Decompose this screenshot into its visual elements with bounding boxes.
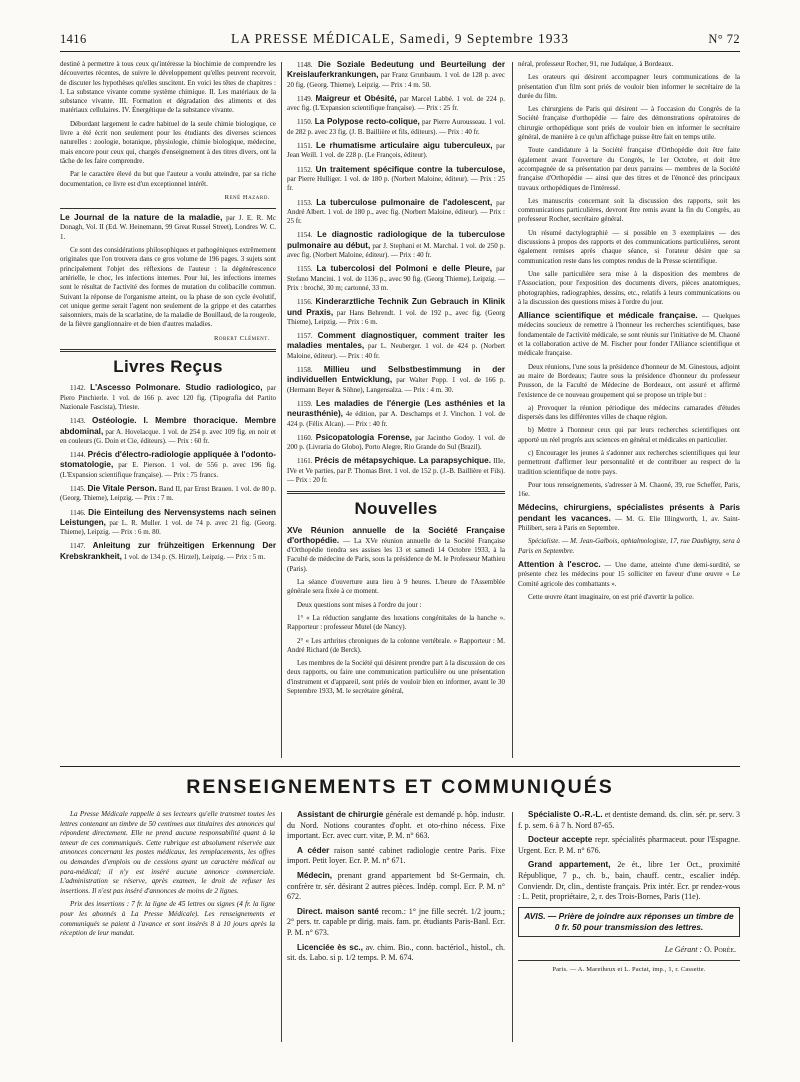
book-entry <box>287 230 505 260</box>
book-title: La tuberculose pulmonaire de l'adolescent, <box>316 197 493 207</box>
section-title-renseignements: RENSEIGNEMENTS ET COMMUNIQUÉS <box>186 776 614 798</box>
book-entry <box>287 198 505 227</box>
ad-lead: Licenciée ès sc., <box>297 942 363 952</box>
review-signature: Robert Clément. <box>214 334 270 342</box>
news-title: Attention à l'escroc. <box>518 558 601 569</box>
book-reference: par Jean Weill. 1 vol. de 228 p. (Le François, éditeur). <box>287 142 505 160</box>
news-text: 2° « Les arthrites chroniques de la colonne vertébrale. » Rapporteur : M. André Richard (de Berck). <box>287 636 505 654</box>
ad-lead: A céder <box>297 845 330 855</box>
news-text: Toute candidature à la Société française d'Orthopédie doit être faite également avant l'ouverture du Congrès, le 1er Octobre, et doit être accompagnée de sa présentation par deux parrains — membres de la Société française d'Orthopédie — ainsi que des titres et de l'énoncé des principaux travaux orthopédiques de l'intéressé. <box>518 146 740 192</box>
book-reference: par A. Hovelacque. 1 vol. de 254 p. avec 109 fig. en noir et en couleurs (G. Doin et Cie, éditeurs). — Prix : 60 fr. <box>60 427 276 445</box>
page-number: 1416 <box>60 32 87 46</box>
book-title: Le rhumatisme articulaire aigu tuberculeux, <box>315 141 493 151</box>
news-title: XVe Réunion annuelle de la Société Française d'orthopédie. <box>287 524 505 545</box>
book-reference: par Pierre Aurousseau. 1 vol. de 282 p. avec 23 fig. (J. B. Baillière et fils, éditeurs). — Prix : 40 fr. <box>287 118 505 136</box>
ad-text: raison santé cabinet radiologie centre Paris. Fixe import. Petit loyer. Ecr. P. M. n° 671. <box>287 845 505 866</box>
book-title: Millieu und Selbstbestimmung in der individuellen Entwicklung, <box>287 365 505 385</box>
journal-title: LA PRESSE MÉDICALE, Samedi, 9 Septembre 1933 <box>231 31 569 46</box>
book-title: Les maladies de l'énergie (Les asthénies et la neurasthénie), <box>287 398 505 419</box>
book-reference: par J. Stephani et M. Marchal. 1 vol. de 250 p. avec fig. (Norbert Maloine, éditeur). — Prix : 40 fr. <box>287 241 505 260</box>
news-text: a) Provoquer la réunion périodique des médecins camarades d'études dispersés dans les différentes villes de chaque région. <box>518 403 740 422</box>
column-right <box>518 60 740 760</box>
divider <box>60 208 276 209</box>
book-entry <box>287 433 505 453</box>
classified-ad <box>518 835 740 856</box>
book-title: Kinderarztliche Technik Zun Gebrauch in Klinik und Praxis, <box>287 297 505 317</box>
book-title: La tubercolosi del Polmoni e delle Pleure, <box>316 264 493 274</box>
column-separator <box>281 812 282 1042</box>
book-entry <box>60 416 276 446</box>
book-number: 1159. <box>297 399 313 408</box>
book-title: L'Ascesso Polmonare. Studio radiologico, <box>90 383 263 393</box>
news-text: néral, professeur Rocher, 91, rue Judaïque, à Bordeaux. <box>518 60 674 68</box>
book-entry <box>287 165 505 194</box>
book-number: 1148. <box>297 61 313 69</box>
book-entry <box>287 456 505 485</box>
book-entry <box>287 264 505 293</box>
book-entry <box>287 365 505 395</box>
book-reference: 1 vol. de 134 p. (S. Hirzel), Leipzig. — Prix : 5 m. <box>123 552 266 561</box>
ad-lead: Docteur accepte <box>528 835 593 845</box>
book-reference: par Jacintho Godoy. 1 vol. de 200 p. (Livraria do Globo), Porto Alegre, Rio Grande do Sul (Brazil). <box>287 433 505 452</box>
ad-text: générale est demandé p. hôp. industr. du Nord. Notions courantes d'opht. et oto-rhino nécess. Fixe important. Ecr. avec curr. vitæ, P. M. n° 663. <box>287 810 505 841</box>
ads-list <box>518 810 740 903</box>
classified-ad <box>518 810 740 831</box>
avis-box: AVIS. — Prière de joindre aux réponses un timbre de 0 fr. 50 pour transmission des lettres. <box>518 907 740 937</box>
book-entry <box>287 331 505 361</box>
review-text: destiné à permettre à tous ceux qu'intéresse la biochimie de comprendre les découvertes récentes, de suivre le développement qu'elles peuvent recevoir, de discuter les hypothèses qu'elles suscitent. En voici les têtes de chapitres : I. La substance vivante comme système chimique. II. Les matériaux de la substance vivante. III. Formation et dégradation des aliments et des matériaux cellulaires. IV. Énergétique de la substance vivante. <box>60 60 276 115</box>
book-reference: par Marcel Labbé. 1 vol. de 224 p. avec fig. (L'Expansion scientifique française). — Prix : 25 fr. <box>287 94 505 113</box>
book-entry <box>60 541 276 562</box>
ad-text: prenant grand appartement bd St-Germain, ch. confrère tr. sér. désirant 2 autres pièces. Indép. compl. Ecr. P. M. n° 672. <box>287 870 505 902</box>
book-reference: par E. Pierson. 1 vol. de 556 p. avec 196 fig. (L'Expansion scientifique française). — Prix : 75 francs. <box>60 461 276 479</box>
news-text: — M. G. Elie Illingworth, 1, av. Saint-Philibert, sera à Paris en Septembre. <box>518 514 740 533</box>
book-number: 1143. <box>70 417 86 426</box>
book-number: 1152. <box>297 165 313 174</box>
classified-ad <box>518 860 740 902</box>
ad-lead: Spécialiste O.-R.-L. <box>528 810 603 819</box>
news-text: 1° « La réduction sanglante des luxations congénitales de la hanche ». Rapporteur : professeur Mutel (de Nancy). <box>287 613 505 632</box>
book-entry <box>287 297 505 327</box>
review-text: Débordant largement le cadre habituel de la seule chimie biologique, ce livre a été écrit non seulement pour les étudiants des diverses sciences naturelles : zoologie, botanique, physiologie, chimie biologique, médecine, mais encore pour ceux qui, chargés d'enseignement à des titres divers, ont la tâche de les faire comprendre. <box>60 119 276 165</box>
divider <box>518 960 740 961</box>
book-reference: par Walter Popp. 1 vol. de 166 p. (Hermann Beyer & Söhne), Langensalza. — Prix : 4 m. 30. <box>287 376 505 394</box>
section-rule <box>60 766 740 767</box>
column-separator <box>281 62 282 758</box>
ad-text: repr. spécialités pharmaceut. pour l'Espagne. Urgent. Ecr. P. M. n° 676. <box>518 835 740 855</box>
review-title: Le Journal de la nature de la maladie, <box>60 212 223 223</box>
ad-lead: Médecin, <box>297 870 333 880</box>
news-text: Deux réunions, l'une sous la présidence d'honneur de M. Ginestous, adjoint au maire de Bordeaux; l'autre sous la présidence d'honneur du professeur Pousson, de la Faculté de Médecine de Bordeaux, ont assuré et affirmé l'existence de ce nouveau groupement qui se propose un triple but : <box>518 362 740 399</box>
book-title: Maigreur et Obésité, <box>315 93 397 103</box>
book-reference: par Pierre Hulliger. 1 vol. de 180 p. (Norbert Maloine, éditeur). — Prix : 25 fr. <box>287 174 505 193</box>
book-number: 1156. <box>297 298 313 307</box>
review-text: Par le caractère élevé du but que l'auteur a voulu atteindre, par sa riche documentation, ce livre est d'un exceptionnel intérêt. <box>60 170 276 188</box>
printer-imprint: Paris. — A. Maretheux et L. Pactat, imp., 1, r. Cassette. <box>552 966 706 974</box>
divider <box>287 491 505 494</box>
news-text: Les chirurgiens de Paris qui désirent — à l'occasion du Congrès de la Société française d'orthopédie — faire des démonstrations opératoires de chirurgie orthopédique sont priés de vouloir bien en informer le secrétaire général, de manière à ce qu'un affichage puisse être fait en temps utile. <box>518 105 740 142</box>
ad-lead: Grand appartement, <box>528 860 611 870</box>
news-text: Un résumé dactylographié — si possible en 3 exemplaires — des discussions à propos des rapports et des communications particulières, seront également remises après chaque séance, si l'orateur désire que sa communication reste dans les comptes rendus de la Presse scientifique. <box>518 228 740 265</box>
news-text: Les manuscrits concernant soit la discussion des rapports, soit les communications particulières, devront être remis avant la fin du Congrès, au professeur Rocher, secrétaire général. <box>518 196 740 224</box>
classified-ad <box>287 871 505 903</box>
book-number: 1155. <box>297 265 313 274</box>
news-text: — La XVe réunion annuelle de la Société Française d'Orthopédie tiendra ses assises les 13 et samedi 14 Octobre 1933, à la Faculté de médecine de Paris, sous la présidence de M. le Professeur Mathieu (Paris). <box>287 536 505 573</box>
notice-column <box>60 810 275 1040</box>
book-number: 1151. <box>297 142 313 151</box>
news-item <box>518 311 740 358</box>
news-text: c) Encourager les jeunes à s'adonner aux recherches scientifiques qui leur permettront d'affirmer leur personnalité et de contribuer au respect de la tradition scientifique de notre pays. <box>518 448 740 476</box>
book-reference: par André Albert. 1 vol. de 180 p., avec fig. (Norbert Maloine, éditeur). — Prix : 25 fr. <box>287 198 505 226</box>
book-reference: Band II, par Ernst Brauen. 1 vol. de 80 p. (Georg. Thieme), Leipzig. — Prix : 7 m. <box>60 484 276 503</box>
book-reference: IIIe, IVe et Ve parties, par P. Thomas Bret. 1 vol. de 152 p. (J.-B. Baillière et Fils). — Prix : 20 fr. <box>287 457 505 484</box>
book-reference: par Franz Grunbaum. 1 vol. de 128 p. avec 20 fig. (Georg. Thieme), Leipzig. — Prix : 4 m. 50. <box>287 71 505 89</box>
book-reference: par Hans Behrendt. 1 vol. de 192 p., avec fig. (Georg Thieme), Leipzig. — Prix : 6 m. <box>287 308 505 326</box>
book-entry <box>60 450 276 480</box>
ad-lead: Assistant de chirurgie <box>297 810 384 819</box>
review-text: Ce sont des considérations philosophiques et pathogéniques extrêmement originales que l'on trouvera dans ce gros volume de 196 pages. 3 sujets sont principalement l'objet des réflexions de l'auteur : la dégénérescence artérielle, le choc, les infections internes. Pour lui, les infections internes sont le résultat de l'activité des formes de mutation du colibacille commun. Suivant la réponse de l'organisme atteint, ou la phase de son cycle évolutif, cet unique germe serait l'agent non seulement de la grippe et des catarrhes saisonniers, mais de la scarlatine, de la maladie de Bouillaud, de la rougeole, de la fièvre ganglionnaire et de bien d'autres maladies. <box>60 246 276 329</box>
classified-ad <box>287 810 505 842</box>
book-number: 1154. <box>297 231 313 240</box>
book-entry <box>60 508 276 538</box>
divider <box>60 349 276 352</box>
news-text: Une salle particulière sera mise à la disposition des membres de l'Association, pour l'exposition des documents divers, pièces anatomiques, photographies, radiographies, dessins, etc., relatifs à leurs communications ou à la discussion des questions mises à l'ordre du jour. <box>518 269 740 306</box>
classified-ad <box>287 943 505 964</box>
book-title: Anleitung zur frühzeitigen Erkennung Der Krebskrankheit, <box>60 541 276 561</box>
book-reference: par Piero Pinchierle. 1 vol. de 166 p. avec 120 fig. (Tipografia del Partito Nazionale Fascista), Trieste. <box>60 384 276 411</box>
book-entry <box>60 484 276 504</box>
book-title: Précis d'électro-radiologie appliquée à l'odonto-stomatologie, <box>60 450 276 470</box>
section-title-nouvelles: Nouvelles <box>354 499 438 519</box>
ad-lead: Direct. maison santé <box>297 906 379 916</box>
book-reference: par L. R. Muller. 1 vol. de 74 p. avec 21 fig. (Georg. Thieme), Leipzig. — Prix : 6 m. 80. <box>60 518 276 537</box>
books-list <box>60 383 276 562</box>
issue-number: N° 72 <box>708 32 740 46</box>
book-entry <box>60 383 276 412</box>
news-text: — Quelques médecins soucieux de remettre à l'honneur les recherches scientifiques, base fondamentale de l'activité médicale, se sont réunis sur l'initiative de M. Chaoné et la collaboration active de M. Fischer pour fonder l'Alliance scientifique et médicale française. <box>518 312 740 358</box>
notice-text: Prix des insertions : 7 fr. la ligne de 45 lettres ou signes (4 fr. la ligne pour les abonnés à La Presse Médicale). Les renseignements et communiqués se paient à l'avance et sont insérés 8 à 10 jours après la réception de leur mandat. <box>60 900 275 938</box>
gerant-label: Le Gérant : <box>664 944 703 954</box>
book-number: 1161. <box>297 457 313 466</box>
news-item <box>518 560 740 589</box>
news-text: Les membres de la Société qui désirent prendre part à la discussion de ces deux rapports, ou faire une communication particulière ou une présentation d'instrument et d'appareil, sont priés de vouloir bien en informer, avant le 30 Septembre 1933, M. le secrétaire général, <box>287 659 505 696</box>
news-title: Alliance scientifique et médicale française. <box>518 310 698 321</box>
book-number: 1158. <box>297 366 313 375</box>
book-title: Précis de métapsychique. La parapsychique. <box>314 456 491 466</box>
review-reference: par J. E. R. Mc Donagh, Vol. II (Ed. W. Heinemann, 99 Great Russel Street), Londres W. C. 1. <box>60 214 276 241</box>
ads-column-right <box>518 810 740 1050</box>
book-number: 1149. <box>297 94 313 103</box>
book-number: 1142. <box>70 384 86 393</box>
book-title: Die Einteilung des Nervensystems nach seinen Leistungen, <box>60 507 276 527</box>
column-middle <box>287 60 505 760</box>
ads-column-middle <box>287 810 505 1050</box>
book-number: 1144. <box>70 451 86 460</box>
book-reference: par Stefano Mancini. 1 vol. de 1136 p., avec 90 fig. (Georg Thieme), Leipzig. — Prix : broché, 30 m; cartonné, 33 m. <box>287 265 505 292</box>
ad-text: av. chim. Bio., conn. bactériol., histol., ch. sit. ds. Labo. si p. 1/2 temps. P. M. 674. <box>287 942 505 963</box>
news-text: Les orateurs qui désirent accompagner leurs communications de la présentation d'un film sont priés de vouloir bien informer le secrétaire de la durée du film. <box>518 73 740 100</box>
book-entry <box>287 399 505 429</box>
ad-text: et dentiste demand. ds. clin. sér. pr. serv. 3 f. p. sem. 6 à 7 h. Nord 87-65. <box>518 810 740 830</box>
gerant-name: O. Porée. <box>704 944 736 954</box>
news-item <box>518 503 740 533</box>
book-entry <box>287 141 505 161</box>
book-title: Die Soziale Bedeutung und Beurteilung der Kreislauferkrankungen, <box>287 60 505 80</box>
running-header <box>60 30 740 52</box>
book-number: 1146. <box>70 508 86 517</box>
column-separator <box>512 812 513 1042</box>
section-title-livres: Livres Reçus <box>113 357 223 377</box>
book-title: La Polypose recto-colique, <box>314 117 420 127</box>
book-reference: par L. Neuberger. 1 vol. de 424 p. (Norbert Maloine, éditeur). — Prix : 40 fr. <box>287 342 505 360</box>
book-entry <box>287 117 505 137</box>
news-title: Médecins, chirurgiens, spécialistes présents à Paris pendant les vacances. <box>518 502 740 523</box>
notice-text: La Presse Médicale rappelle à ses lecteurs qu'elle transmet toutes les lettres contenant un timbre de 50 centimes aux titulaires des annonces qui répondent directement. Elle ne prend aucune responsabilité quant à la teneur de ces communiqués. Cette rubrique est absolument réservée aux annonces concernant les postes médicaux, les remplacements, les offres ou demandes d'emplois ou de cessions ayant un caractère médical ou para-médical; il n'y est inséré aucune annonce commerciale. L'administration se réserve, après examen, le droit de refuser les insertions. Il n'est pas inséré d'annonces de moins de 2 lignes. <box>60 810 275 895</box>
book-number: 1150. <box>297 118 313 127</box>
news-text: Pour tous renseignements, s'adresser à M. Chaoné, 39, rue Scheffer, Paris, 16e. <box>518 480 740 499</box>
book-reference: 4e édition, par A. Deschamps et J. Vinchon. 1 vol. de 424 p. (Félix Alcan). — Prix : 40 fr. <box>287 410 505 428</box>
book-title: Le diagnostic radiologique de la tuberculose pulmonaire au début, <box>287 230 505 250</box>
book-title: Psicopatologia Forense, <box>315 432 412 442</box>
gerant-line <box>518 945 736 954</box>
book-number: 1157. <box>297 332 313 341</box>
book-title: Comment diagnostiquer, comment traiter les maladies mentales, <box>287 331 505 351</box>
news-text: — Une dame, atteinte d'une demi-surdité, se présente chez les médecins pour 15 solliciter en faveur d'une œuvre « Le Comité agricole des combattants ». <box>518 560 740 588</box>
news-text: Cette œuvre étant imaginaire, on est prié d'avertir la police. <box>528 592 694 601</box>
book-number: 1145. <box>70 484 86 493</box>
book-number: 1153. <box>297 198 313 207</box>
classified-ad <box>287 846 505 867</box>
ad-text: 2e ét., libre 1er Oct., proximité République, 7 p., ch. b., bain, chauff. centr., escalier indép. Conviendr. Dr, clin., dentiste français. Prix intér. Ecr. pr rendez-vous : L. Petit, propriétaire, 2, r. des Trois-Bornes, Paris (11e). <box>518 860 740 902</box>
book-entry <box>287 94 505 114</box>
book-number: 1160. <box>297 433 313 442</box>
column-separator <box>512 62 513 758</box>
book-title: Un traitement spécifique contre la tuberculose, <box>315 164 505 174</box>
classified-ad <box>287 907 505 939</box>
book-title: Die Vitale Person. <box>87 483 157 493</box>
review-heading <box>60 213 276 242</box>
news-item <box>287 526 505 574</box>
column-left <box>60 60 276 760</box>
news-text: Deux questions sont mises à l'ordre du jour : <box>297 600 422 609</box>
review-signature: René Hazard. <box>224 193 270 201</box>
book-number: 1147. <box>70 542 86 551</box>
ad-text: recom.: 1° jne fille secrét. 1/2 journ.; 2° pers. tr. capable pr dirig. mais. fam. pr. étudiants Paris-Banl. Ecr. P. M. n° 673. <box>287 906 505 937</box>
book-entry <box>287 60 505 90</box>
books-list <box>287 60 505 485</box>
news-text: b) Mettre à l'honneur ceux qui par leurs recherches scientifiques ont apporté un réel progrès aux sciences en général et médicales en particulier. <box>518 426 740 444</box>
book-title: Ostéologie. I. Membre thoracique. Membre abdominal, <box>60 416 276 436</box>
news-text: La séance d'ouverture aura lieu à 9 heures. L'heure de l'Assemblée générale sera fixée à ce moment. <box>287 578 505 596</box>
news-text: Spécialiste. — M. Jean-Galbois, ophtalmologiste, 17, rue Daubigny, sera à Paris en Septembre. <box>518 537 740 555</box>
